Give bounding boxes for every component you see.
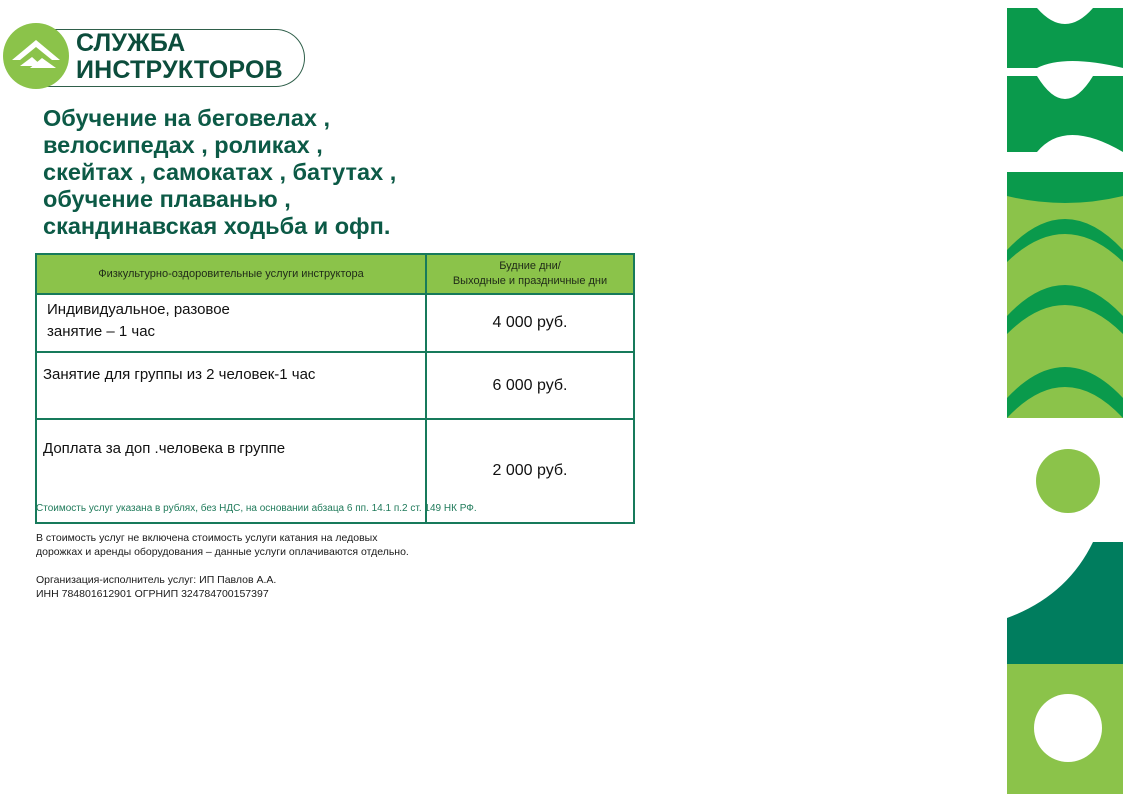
header-price (426, 254, 634, 294)
logo-line-2: ИНСТРУКТОРОВ (76, 56, 283, 84)
header-price-line-1: Будние дни/ (499, 260, 561, 272)
logo-text (76, 30, 283, 84)
price-cell: 2 000 руб. (426, 419, 634, 523)
excluded-note-line: дорожках и аренды оборудования – данные услуги оплачиваются отдельно. (36, 546, 409, 558)
title-line: скейтах , самокатах , батутах , (43, 159, 397, 185)
price-cell: 6 000 руб. (426, 352, 634, 419)
vat-note: Стоимость услуг указана в рублях, без НДС, на основании абзаца 6 пп. 14.1 п.2 ст. 149 НК РФ. (36, 503, 477, 514)
service-cell: Занятие для группы из 2 человек-1 час (36, 352, 426, 419)
title-line: Обучение на беговелах , (43, 105, 331, 131)
logo-line-1: СЛУЖБА (76, 29, 186, 57)
logo-mountain-icon (2, 22, 70, 90)
tax-ids-line: ИНН 784801612901 ОГРНИП 324784700157397 (36, 588, 269, 600)
service-cell: Доплата за доп .человека в группе (36, 419, 426, 523)
page-title (43, 105, 423, 240)
title-line: обучение плаванью , (43, 186, 291, 212)
table-row (36, 352, 634, 419)
footer-notes (36, 531, 409, 601)
service-cell (36, 294, 426, 352)
decorative-shapes (1007, 0, 1123, 794)
title-line: велосипедах , роликах , (43, 132, 323, 158)
table-header-row (36, 254, 634, 294)
service-line: Индивидуальное, разовое (47, 301, 230, 318)
table-row (36, 294, 634, 352)
spacer (36, 559, 409, 573)
header-service: Физкультурно-оздоровительные услуги инструктора (36, 254, 426, 294)
service-line: занятие – 1 час (47, 323, 156, 340)
excluded-note-line: В стоимость услуг не включена стоимость услуги катания на ледовых (36, 532, 378, 544)
price-table (35, 253, 635, 524)
header-price-line-2: Выходные и праздничные дни (452, 275, 608, 287)
price-cell: 4 000 руб. (426, 294, 634, 352)
title-line: скандинавская ходьба и офп. (43, 213, 391, 239)
organization-line: Организация-исполнитель услуг: ИП Павлов А.А. (36, 574, 277, 586)
